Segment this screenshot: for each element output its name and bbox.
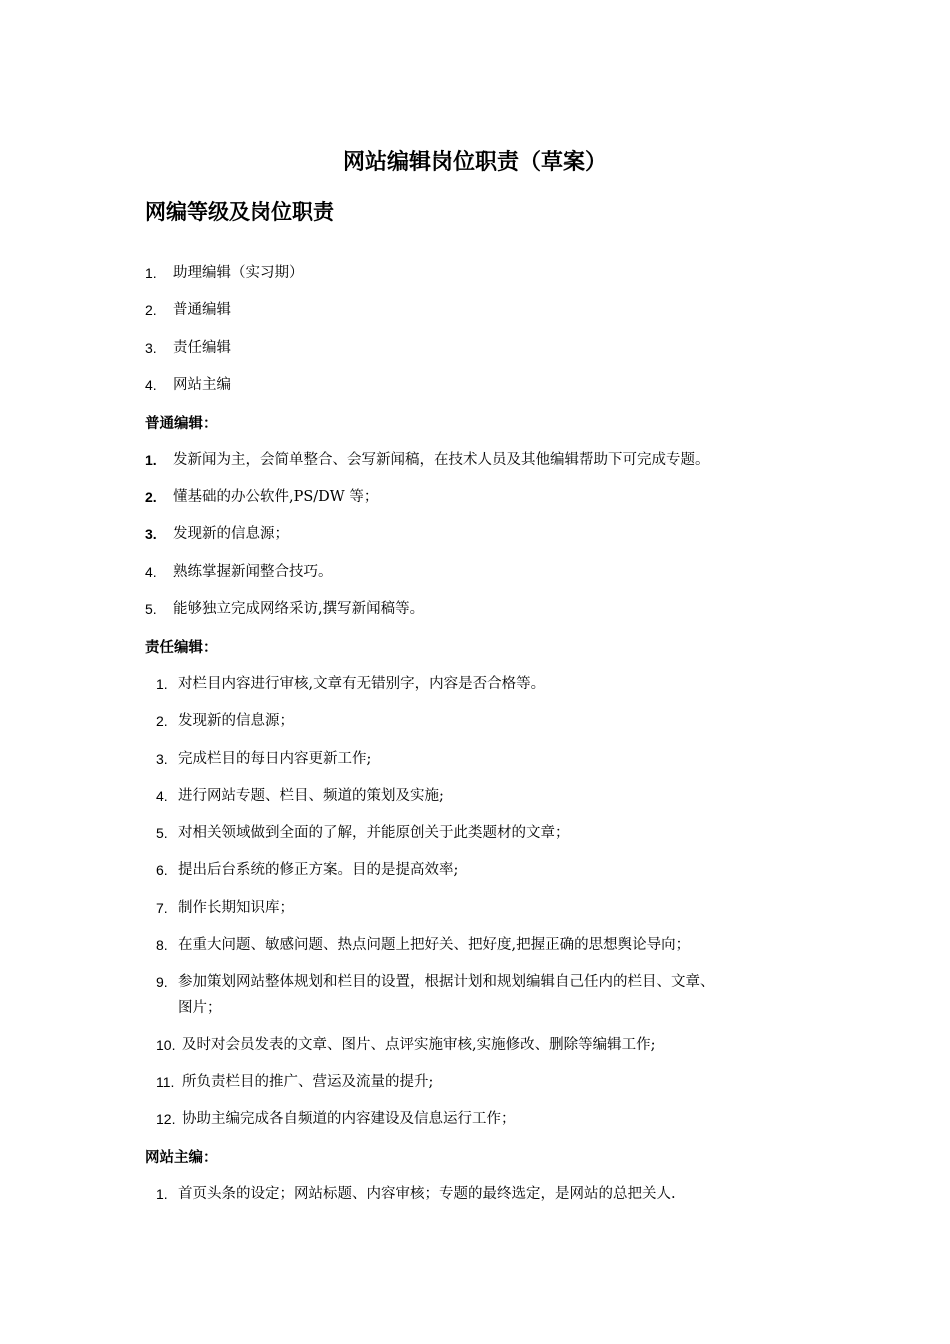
list-number: 11. — [156, 1074, 175, 1090]
list-number: 2. — [145, 302, 157, 318]
list-number: 1. — [145, 452, 157, 468]
list-text: 普通编辑 — [173, 302, 231, 318]
list-number: 6. — [156, 862, 168, 878]
list-number: 8. — [156, 937, 168, 953]
list-number: 4. — [145, 564, 157, 580]
list-number: 1. — [156, 1186, 168, 1202]
list-text: 参加策划网站整体规划和栏目的设置，根据计划和规划编辑自己任内的栏目、文章、 — [178, 974, 715, 990]
list-number: 9. — [156, 974, 168, 990]
list-text: 图片； — [178, 1000, 222, 1016]
list-number: 4. — [145, 377, 157, 393]
section-heading-responsible: 责任编辑： — [145, 639, 218, 656]
list-text: 对相关领域做到全面的了解，并能原创关于此类题材的文章； — [178, 825, 570, 841]
list-text: 在重大问题、敏感问题、热点问题上把好关、把好度,把握正确的思想舆论导向； — [178, 937, 691, 953]
list-text: 对栏目内容进行审核,文章有无错别字，内容是否合格等。 — [178, 676, 546, 692]
section-heading-general: 普通编辑： — [145, 415, 218, 432]
list-text: 发现新的信息源； — [178, 713, 294, 729]
list-number: 3. — [145, 340, 157, 356]
list-number: 7. — [156, 900, 168, 916]
list-number: 10. — [156, 1037, 176, 1053]
list-text: 进行网站专题、栏目、频道的策划及实施; — [178, 788, 444, 804]
list-text: 网站主编 — [173, 377, 231, 393]
list-text: 首页头条的设定；网站标题、内容审核；专题的最终选定，是网站的总把关人. — [178, 1186, 676, 1202]
list-text: 发新闻为主，会简单整合、会写新闻稿，在技术人员及其他编辑帮助下可完成专题。 — [173, 452, 710, 468]
list-number: 2. — [156, 713, 168, 729]
list-number: 2. — [145, 489, 157, 505]
list-text: 助理编辑（实习期） — [173, 265, 304, 281]
section-heading-chief: 网站主编： — [145, 1149, 218, 1166]
list-text: 懂基础的办公软件,PS/DW 等； — [173, 489, 379, 505]
list-number: 4. — [156, 788, 168, 804]
list-text: 提出后台系统的修正方案。目的是提高效率; — [178, 862, 459, 878]
list-text: 发现新的信息源； — [173, 526, 289, 542]
list-text: 所负责栏目的推广、营运及流量的提升; — [182, 1074, 434, 1090]
section-title: 网编等级及岗位职责 — [145, 199, 334, 224]
list-text: 熟练掌握新闻整合技巧。 — [173, 564, 333, 580]
list-number: 3. — [156, 751, 168, 767]
list-number: 1. — [156, 676, 168, 692]
list-text: 能够独立完成网络采访,撰写新闻稿等。 — [173, 601, 425, 617]
list-number: 3. — [145, 526, 157, 542]
list-text: 责任编辑 — [173, 340, 231, 356]
document-title: 网站编辑岗位职责（草案） — [342, 149, 607, 175]
list-number: 5. — [145, 601, 157, 617]
list-number: 1. — [145, 265, 157, 281]
list-text: 协助主编完成各自频道的内容建设及信息运行工作； — [182, 1111, 516, 1127]
list-number: 5. — [156, 825, 168, 841]
list-text: 制作长期知识库； — [178, 900, 294, 916]
list-text: 完成栏目的每日内容更新工作; — [178, 751, 372, 767]
list-number: 12. — [156, 1111, 176, 1127]
list-text: 及时对会员发表的文章、图片、点评实施审核,实施修改、删除等编辑工作; — [182, 1037, 656, 1053]
